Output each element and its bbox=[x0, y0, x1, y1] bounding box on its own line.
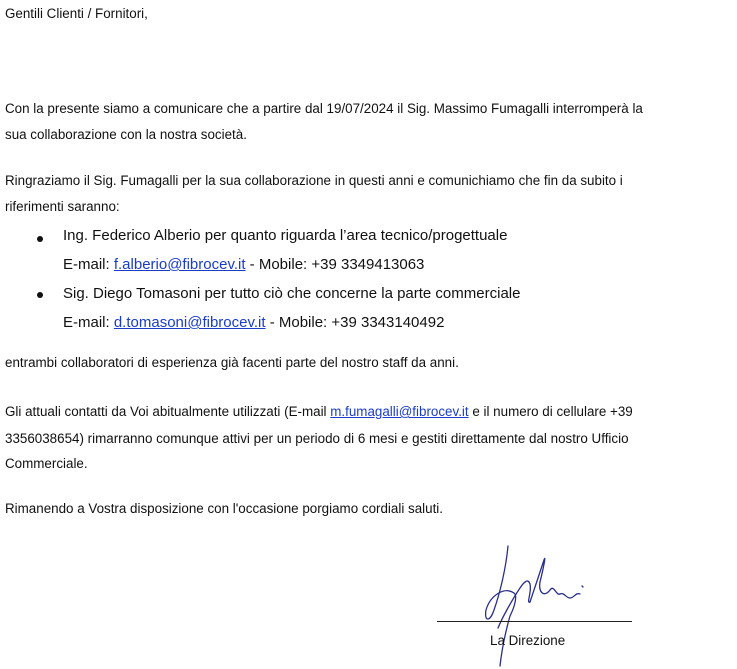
paragraph4-text-post: e il numero di cellulare +39 bbox=[468, 404, 633, 419]
email-label: E-mail: bbox=[63, 256, 114, 273]
closing: Rimanendo a Vostra disposizione con l'occasione porgiamo cordiali saluti. bbox=[5, 501, 443, 516]
mobile-text: - Mobile: +39 3349413063 bbox=[245, 256, 425, 273]
mobile-text: - Mobile: +39 3343140492 bbox=[265, 314, 445, 331]
contact-description: Sig. Diego Tomasoni per tutto ciò che concerne la parte commerciale bbox=[63, 285, 521, 302]
paragraph4-line2: 3356038654) rimarranno comunque attivi per un periodo di 6 mesi e gestiti direttamente dal nostro Ufficio bbox=[5, 431, 629, 446]
paragraph2-line1: Ringraziamo il Sig. Fumagalli per la sua collaborazione in questi anni e comunichiamo che fin da subito i bbox=[5, 173, 623, 188]
greeting: Gentili Clienti / Fornitori, bbox=[5, 6, 148, 21]
signatory: La Direzione bbox=[490, 633, 566, 648]
paragraph4-line1 bbox=[5, 404, 633, 420]
email-link-tomasoni[interactable]: d.tomasoni@fibrocev.it bbox=[113, 314, 266, 331]
contact-email-line bbox=[63, 314, 444, 332]
paragraph4-text-pre: Gli attuali contatti da Voi abitualmente utilizzati (E-mail bbox=[5, 404, 331, 419]
paragraph2-line2: riferimenti saranno: bbox=[5, 199, 120, 214]
contact-email-line bbox=[63, 256, 424, 274]
bullet-dot bbox=[37, 292, 43, 298]
email-link-alberio[interactable]: f.alberio@fibrocev.it bbox=[113, 256, 246, 273]
contact-description: Ing. Federico Alberio per quanto riguarda l’area tecnico/progettuale bbox=[63, 227, 508, 244]
paragraph1-line2: sua collaborazione con la nostra società. bbox=[5, 127, 247, 142]
paragraph4-line3: Commerciale. bbox=[5, 456, 88, 471]
email-link-fumagalli[interactable]: m.fumagalli@fibrocev.it bbox=[330, 404, 469, 419]
paragraph3: entrambi collaboratori di esperienza già facenti parte del nostro staff da anni. bbox=[5, 355, 459, 370]
paragraph1-line1: Con la presente siamo a comunicare che a partire dal 19/07/2024 il Sig. Massimo Fumagalli interromperà la bbox=[5, 101, 643, 116]
bullet-dot bbox=[37, 236, 43, 242]
signature-line bbox=[437, 621, 632, 622]
email-label: E-mail: bbox=[63, 314, 114, 331]
